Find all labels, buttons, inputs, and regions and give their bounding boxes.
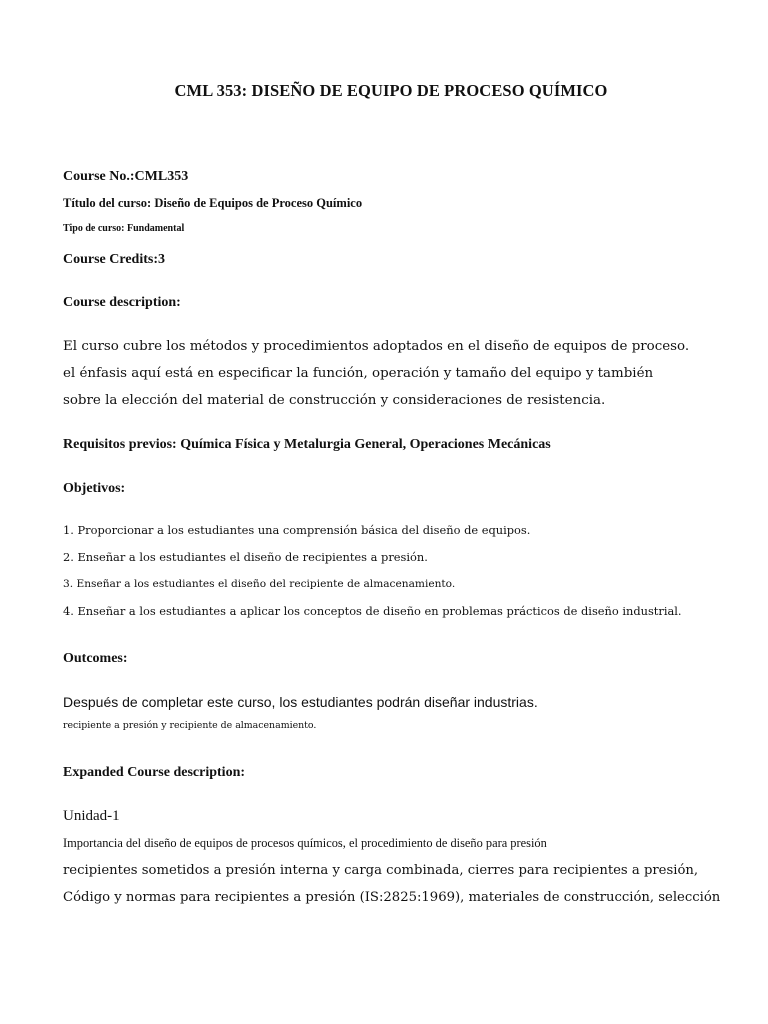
description-line: El curso cubre los métodos y procedimientos adoptados en el diseño de equipos de proceso. (63, 339, 690, 354)
course-title: Título del curso: Diseño de Equipos de Proceso Químico (63, 196, 363, 210)
page-title: CML 353: DISEÑO DE EQUIPO DE PROCESO QUÍMICO (174, 81, 608, 100)
objectives-heading: Objetivos: (63, 481, 126, 496)
objective-item: 4. Enseñar a los estudiantes a aplicar los conceptos de diseño en problemas prácticos de diseño industrial. (63, 604, 682, 618)
prerequisites: Requisitos previos: Química Física y Metalurgia General, Operaciones Mecánicas (63, 437, 551, 452)
description-heading: Course description: (63, 295, 181, 310)
objective-item: 3. Enseñar a los estudiantes el diseño del recipiente de almacenamiento. (63, 578, 456, 590)
expanded-description-heading: Expanded Course description: (63, 765, 246, 780)
unit-title: Unidad-1 (63, 808, 120, 824)
description-line: sobre la elección del material de construcción y consideraciones de resistencia. (63, 393, 606, 408)
course-number: Course No.:CML353 (63, 169, 189, 184)
objective-item: 2. Enseñar a los estudiantes el diseño de recipientes a presión. (63, 550, 428, 564)
outcomes-heading: Outcomes: (63, 651, 128, 666)
objective-item: 1. Proporcionar a los estudiantes una comprensión básica del diseño de equipos. (63, 523, 531, 537)
description-line: el énfasis aquí está en especificar la función, operación y tamaño del equipo y también (63, 366, 654, 381)
course-type: Tipo de curso: Fundamental (63, 223, 185, 234)
outcomes-line: Después de completar este curso, los estudiantes podrán diseñar industrias. (63, 694, 538, 710)
unit-line: Código y normas para recipientes a presión (IS:2825:1969), materiales de construcción, selección (63, 890, 721, 905)
course-credits: Course Credits:3 (63, 252, 166, 267)
outcomes-line: recipiente a presión y recipiente de almacenamiento. (63, 720, 317, 731)
unit-line: recipientes sometidos a presión interna y carga combinada, cierres para recipientes a presión, (63, 863, 699, 878)
unit-line: Importancia del diseño de equipos de procesos químicos, el procedimiento de diseño para presión (63, 836, 547, 850)
